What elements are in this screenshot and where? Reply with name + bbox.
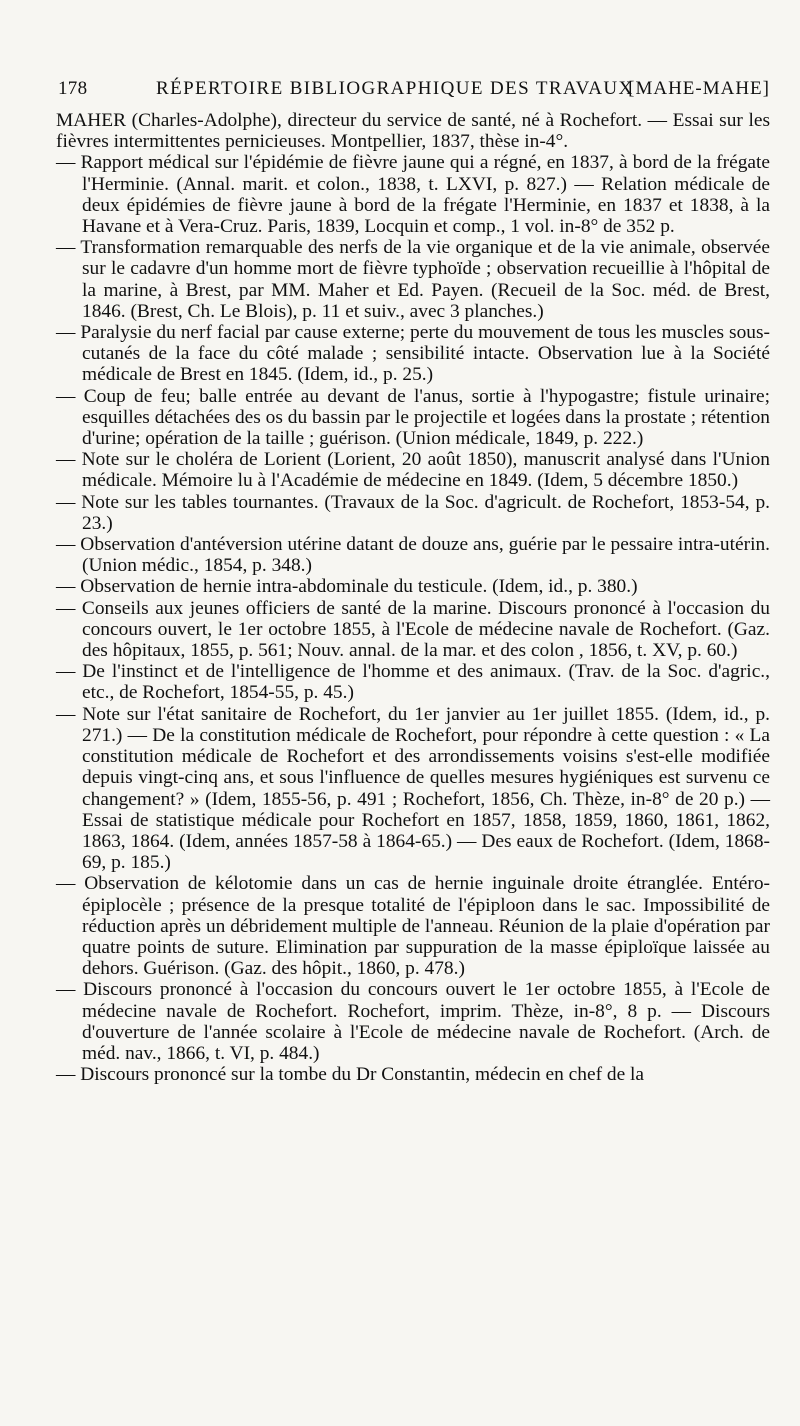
- bibliography-item: — Coup de feu; balle entrée au devant de l'anus, sortie à l'hypogastre; fistule urinaire; esquilles détachées des os du bassin par le projectile et logées dans la prostate ; rétention d'urine; opération de la taille ; guérison. (Union médicale, 1849, p. 222.): [56, 385, 770, 450]
- bibliography-item: — Discours prononcé sur la tombe du Dr Constantin, médecin en chef de la: [56, 1064, 645, 1086]
- bibliography-item: — Paralysie du nerf facial par cause externe; perte du mouvement de tous les muscles sous-cutanés de la face du côté malade ; sensibilité intacte. Observation lue à la Société médicale de Brest en 1845. (Idem, id., p. 25.): [56, 322, 770, 386]
- running-header: [58, 78, 770, 106]
- bibliography-item: — Note sur l'état sanitaire de Rochefort, du 1er janvier au 1er juillet 1855. (Idem, id., p. 271.) — De la constitution médicale de Rochefort, pour répondre à cette question : « La constitution médicale de Rochefort et des arrondissements voisins s'est-elle modifiée depuis vingt-cinq ans, et sous l'influence de quelles mesures hygiéniques est survenu ce changement? » (Idem, 1855-56, p. 491 ; Rochefort, 1856, Ch. Thèze, in-8° de 20 p.) — Essai de statistique médicale pour Rochefort en 1857, 1858, 1859, 1860, 1861, 1862, 1863, 1864. (Idem, années 1857-58 à 1864-65.) — Des eaux de Rochefort. (Idem, 1868-69, p. 185.): [56, 703, 770, 874]
- bibliography-body: [56, 110, 770, 1085]
- bibliography-item: — Observation d'antéversion utérine datant de douze ans, guérie par le pessaire intra-utérin. (Union médic., 1854, p. 348.): [56, 534, 770, 577]
- bibliography-item: — Observation de hernie intra-abdominale du testicule. (Idem, id., p. 380.): [56, 576, 638, 598]
- page-number: 178: [58, 78, 88, 99]
- bibliography-item: — Rapport médical sur l'épidémie de fièvre jaune qui a régné, en 1837, à bord de la frégate l'Herminie. (Annal. marit. et colon., 1838, t. LXVI, p. 827.) — Relation médicale de deux épidémies de fièvre jaune à bord de la frégate l'Herminie, en 1837 et 1838, à la Havane et à Vera-Cruz. Paris, 1839, Locquin et comp., 1 vol. in-8° de 352 p.: [56, 152, 770, 238]
- bibliography-item: — Transformation remarquable des nerfs de la vie organique et de la vie animale, observée sur le cadavre d'un homme mort de fièvre typhoïde ; observation recueillie à l'hôpital de la marine, à Brest, par MM. Maher et Ed. Payen. (Recueil de la Soc. méd. de Brest, 1846. (Brest, Ch. Le Blois), p. 11 et suiv., avec 3 planches.): [56, 237, 770, 322]
- bibliography-item: — Conseils aux jeunes officiers de santé de la marine. Discours prononcé à l'occasion du concours ouvert, le 1er octobre 1855, à l'Ecole de médecine navale de Rochefort. (Gaz. des hôpitaux, 1855, p. 561; Nouv. annal. de la mar. et des colon , 1856, t. XV, p. 60.): [56, 597, 770, 662]
- bibliography-item: — De l'instinct et de l'intelligence de l'homme et des animaux. (Trav. de la Soc. d'agric., etc., de Rochefort, 1854-55, p. 45.): [56, 661, 770, 704]
- author-entry: MAHER (Charles-Adolphe), directeur du service de santé, né à Rochefort. — Essai sur les fièvres intermittentes pernicieuses. Montpellier, 1837, thèse in-4°.: [56, 110, 770, 153]
- bibliography-item: — Note sur le choléra de Lorient (Lorient, 20 août 1850), manuscrit analysé dans l'Union médicale. Mémoire lu à l'Académie de médecine en 1849. (Idem, 5 décembre 1850.): [56, 449, 770, 492]
- running-title: RÉPERTOIRE BIBLIOGRAPHIQUE DES TRAVAUX: [156, 78, 634, 99]
- bibliography-item: — Note sur les tables tournantes. (Travaux de la Soc. d'agricult. de Rochefort, 1853-54, p. 23.): [56, 491, 770, 534]
- entry-range: [MAHE-MAHE]: [628, 78, 770, 99]
- bibliography-item: — Observation de kélotomie dans un cas de hernie inguinale droite étranglée. Entéro-épiplocèle ; présence de la presque totalité de l'épiploon dans le sac. Impossibilité de réduction après un débridement multiple de l'anneau. Réunion de la plaie d'opération par quatre points de suture. Elimination par suppuration de la masse épiploïque laissée au dehors. Guérison. (Gaz. des hôpit., 1860, p. 478.): [56, 873, 770, 980]
- bibliography-item: — Discours prononcé à l'occasion du concours ouvert le 1er octobre 1855, à l'Ecole de médecine navale de Rochefort. Rochefort, imprim. Thèze, in-8°, 8 p. — Discours d'ouverture de l'année scolaire à l'Ecole de médecine navale de Rochefort. (Arch. de méd. nav., 1866, t. VI, p. 484.): [56, 979, 770, 1064]
